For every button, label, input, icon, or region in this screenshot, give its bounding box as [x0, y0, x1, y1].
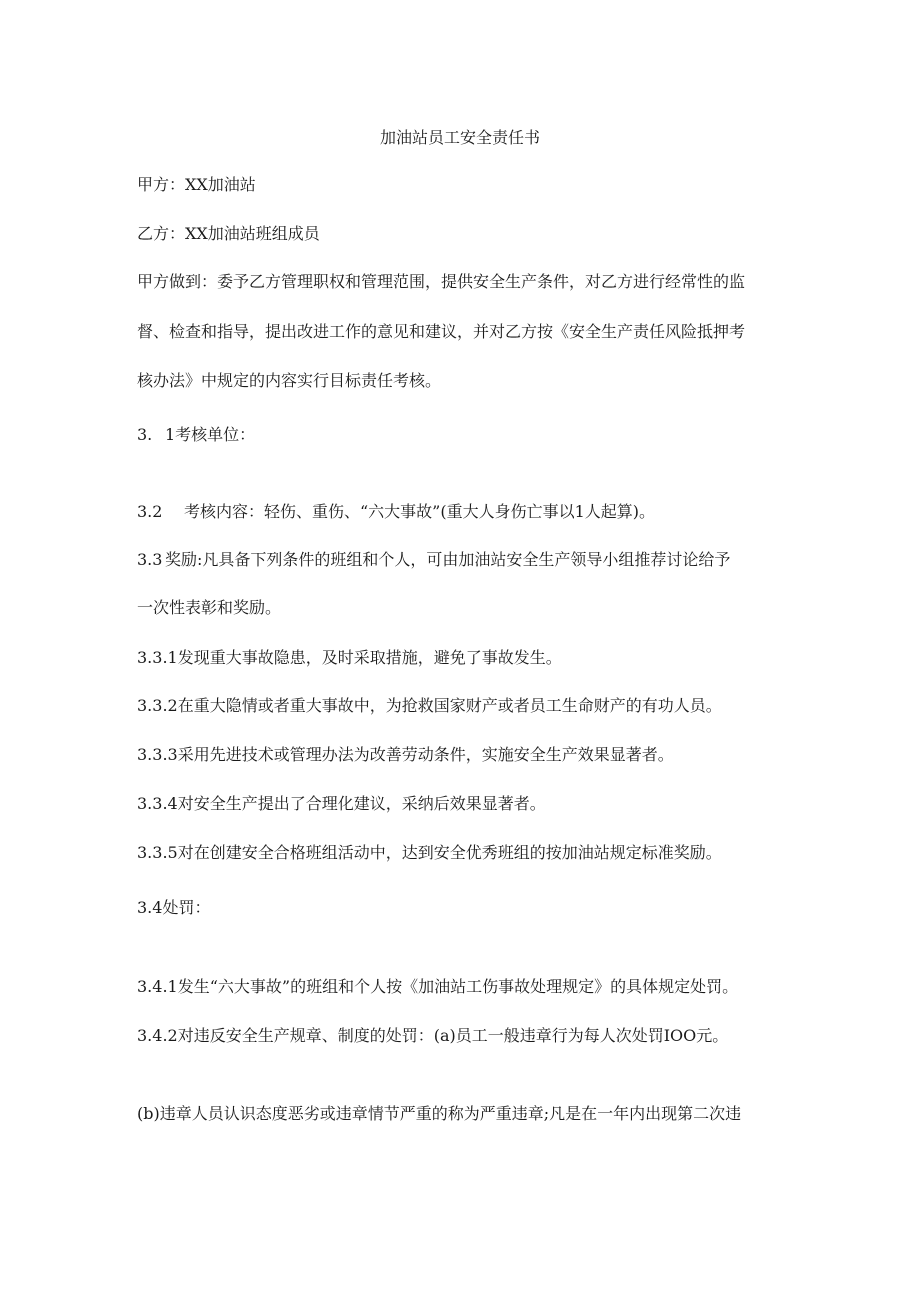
section-3-3-number: 3.3	[137, 550, 163, 569]
section-3-1	[137, 425, 255, 445]
section-3-2	[137, 502, 655, 522]
section-3-1-text: 1考核单位：	[165, 425, 256, 444]
item-3-3-4: 3.3.4对安全生产提出了合理化建议，采纳后效果显著者。	[137, 794, 546, 813]
item-3-4-1: 3.4.1发生“六大事故”的班组和个人按《加油站工伤事故处理规定》的具体规定处罚。	[137, 977, 739, 996]
item-3-3-3: 3.3.3采用先进技术或管理办法为改善劳动条件，实施安全生产效果显著者。	[137, 745, 674, 764]
section-3-3	[137, 550, 730, 570]
item-3-4-2: 3.4.2对违反安全生产规章、制度的处罚：(a)员工一般违章行为每人次处罚IOO元。	[137, 1026, 729, 1045]
party-b: 乙方：XX加油站班组成员	[137, 224, 320, 243]
section-3-1-number: 3.	[137, 425, 153, 444]
document-title: 加油站员工安全责任书	[379, 128, 540, 147]
section-3-2-number: 3.2	[137, 502, 163, 521]
item-3-3-1: 3.3.1发现重大事故隐患，及时采取措施，避免了事故发生。	[137, 648, 562, 667]
section-3-3-text: 奖励:凡具备下列条件的班组和个人，可由加油站安全生产领导小组推荐讨论给予	[165, 550, 731, 569]
item-3-3-2: 3.3.2在重大隐情或者重大事故中，为抢救国家财产或者员工生命财产的有功人员。	[137, 696, 722, 715]
section-3-4: 3.4处罚：	[137, 898, 211, 917]
section-3-3-continuation: 一次性表彰和奖励。	[137, 598, 282, 617]
party-a-duty-line-1: 甲方做到：委予乙方管理职权和管理范围，提供安全生产条件，对乙方进行经常性的监	[137, 272, 746, 291]
party-a-duty-line-3: 核办法》中规定的内容实行目标责任考核。	[137, 371, 442, 390]
party-a: 甲方：XX加油站	[137, 175, 256, 194]
section-3-2-text: 考核内容：轻伤、重伤、“六大事故”(重大人身伤亡事以1人起算)。	[184, 502, 656, 521]
item-3-3-5: 3.3.5对在创建安全合格班组活动中，达到安全优秀班组的按加油站规定标准奖励。	[137, 843, 722, 862]
party-a-duty-line-2: 督、检查和指导，提出改进工作的意见和建议，并对乙方按《安全生产责任风险抵押考	[137, 322, 746, 341]
item-b: (b)违章人员认识态度恶劣或违章情节严重的称为严重违章;凡是在一年内出现第二次违	[137, 1104, 742, 1123]
